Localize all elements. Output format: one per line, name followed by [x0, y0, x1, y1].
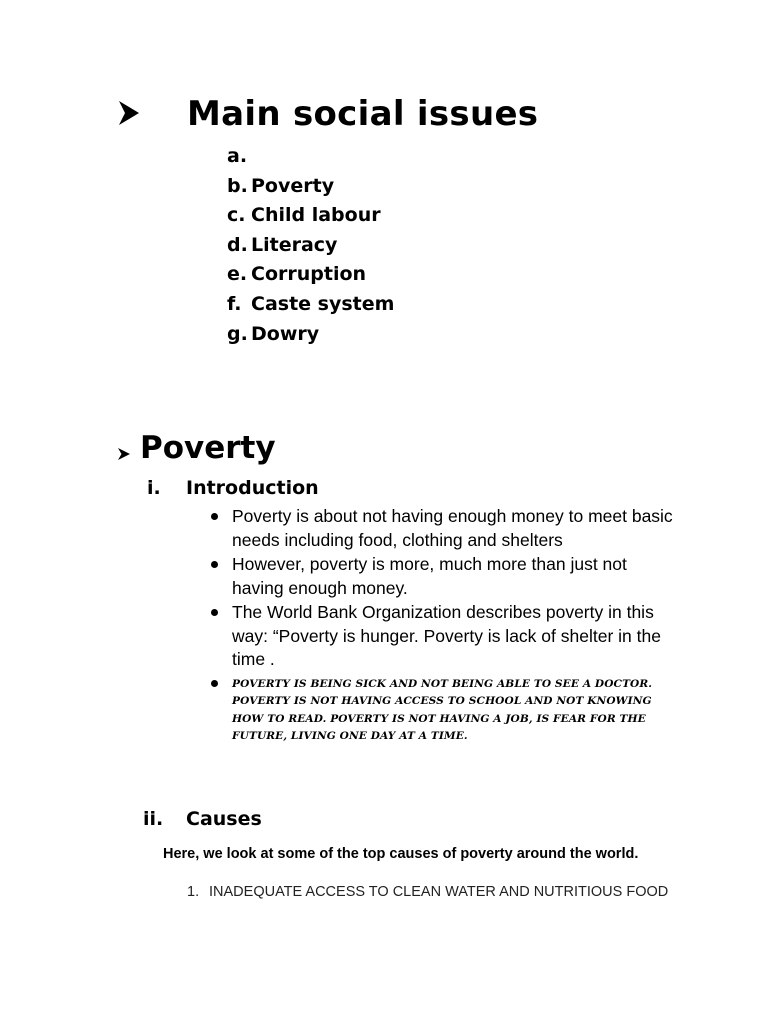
- list-item: Poverty is about not having enough money to meet basic needs including food, clothing and shelters: [208, 505, 678, 552]
- list-item: POVERTY IS BEING SICK AND NOT BEING ABLE TO SEE A DOCTOR. POVERTY IS NOT HAVING ACCESS TO SCHOOL AND NOT KNOWING HOW TO READ. POVERTY IS NOT HAVING A JOB, IS FEAR FOR THE FUTURE, LIVING ONE DAY AT A TIME.: [208, 676, 678, 746]
- list-item: The World Bank Organization describes poverty in this way: “Poverty is hunger. Poverty is lack of shelter in the time .: [208, 601, 678, 672]
- issues-list: [227, 142, 394, 349]
- poverty-heading: Poverty: [140, 430, 276, 466]
- bullet-dot-icon: [211, 680, 218, 687]
- introduction-bullets: [208, 505, 678, 747]
- document-page: Main social issues a. b. Poverty c. Child labour d. Literacy e. Corruption f. Caste system g. Dowry Poverty i. Introduction Poverty is about not having enough money to meet basic needs including food, clothing and shelters However, poverty is more, much more than just not having enough money. The World Bank Organization describes poverty in this way: “Poverty is hunger. Poverty is lack of shelter in the time . POVERTY IS BEING SICK AND NOT BEING ABLE TO SEE A DOCTOR. POVERTY IS NOT HAVING ACCESS TO SCHOOL AND NOT KNOWING HOW TO READ. POVERTY IS NOT HAVING A JOB, IS FEAR FOR THE FUTURE, LIVING ONE DAY AT A TIME. ii. Causes Here, we look at some of the top causes of poverty around the world. 1. INADEQUATE ACCESS TO CLEAN WATER AND NUTRITIOUS FOOD: [0, 0, 768, 1024]
- list-item: 1. INADEQUATE ACCESS TO CLEAN WATER AND NUTRITIOUS FOOD: [187, 884, 669, 900]
- bullet-dot-icon: [211, 609, 218, 616]
- list-item: b. Poverty: [227, 174, 335, 197]
- list-item: a.: [227, 145, 248, 167]
- list-item: However, poverty is more, much more than just not having enough money.: [208, 553, 678, 600]
- bullet-dot-icon: [211, 513, 218, 520]
- arrow-bullet-icon: [117, 447, 131, 461]
- bullet-dot-icon: [211, 561, 218, 568]
- list-item: e. Corruption: [227, 263, 367, 286]
- causes-intro: Here, we look at some of the top causes of poverty around the world.: [163, 846, 639, 862]
- arrow-bullet-icon: [118, 100, 140, 126]
- list-item: f. Caste system: [227, 292, 395, 315]
- causes-list: [187, 884, 687, 901]
- list-item: g. Dowry: [227, 322, 320, 345]
- list-item: d. Literacy: [227, 233, 338, 256]
- list-item: c. Child labour: [227, 204, 381, 227]
- main-issues-heading: Main social issues: [187, 94, 539, 134]
